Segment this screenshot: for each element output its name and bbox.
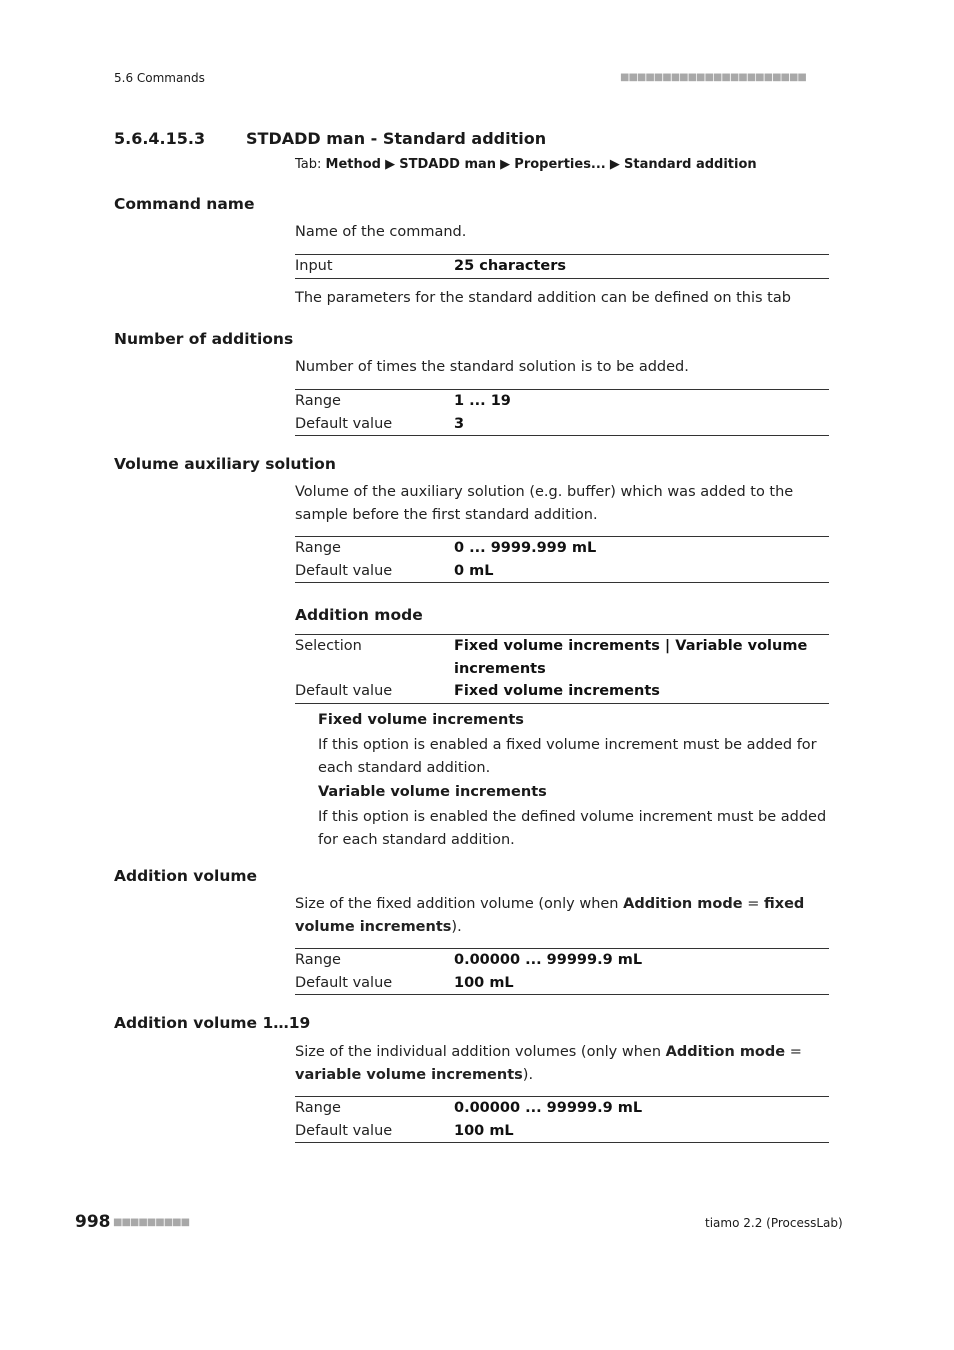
- param-description: Number of times the standard solution is to be added.: [295, 359, 689, 375]
- table-row: [295, 680, 829, 703]
- table-value: Fixed volume increments | Variable volume increments: [454, 638, 808, 677]
- option-title-variable: Variable volume increments: [318, 784, 547, 800]
- section-title: [114, 129, 546, 148]
- running-header-decoration: ■■■■■■■■■■■■■■■■■■■■■■: [620, 72, 806, 83]
- table-value: 0.00000 ... 99999.9 mL: [454, 952, 643, 968]
- desc-text: =: [742, 896, 764, 912]
- option-title-fixed: Fixed volume increments: [318, 712, 524, 728]
- table-row: [295, 949, 829, 972]
- page-number: 998: [75, 1212, 111, 1232]
- param-table: [295, 389, 829, 436]
- table-key: Default value: [295, 974, 393, 991]
- param-note: The parameters for the standard addition can be defined on this tab: [295, 290, 791, 306]
- option-text-fixed: If this option is enabled a fixed volume increment must be added for each standard addition.: [318, 737, 817, 776]
- param-table: [295, 948, 829, 995]
- desc-bold: Addition mode: [665, 1044, 786, 1060]
- table-row: [295, 635, 829, 681]
- desc-text: ).: [522, 1066, 534, 1083]
- param-description: Volume of the auxiliary solution (e.g. buffer) which was added to the sample before the first standard addition.: [295, 484, 794, 523]
- breadcrumb-item: Method: [325, 157, 381, 172]
- table-row: [295, 390, 829, 413]
- breadcrumb-separator: ▶: [381, 157, 400, 172]
- table-value: 0 mL: [454, 562, 494, 579]
- table-row: [295, 537, 829, 560]
- table-row: [295, 255, 829, 279]
- param-heading-addition-volume: Addition volume: [114, 867, 258, 885]
- param-heading-command-name: Command name: [114, 195, 255, 213]
- table-value: 0.00000 ... 99999.9 mL: [454, 1100, 643, 1116]
- table-key: Range: [295, 1100, 341, 1116]
- table-key: Input: [295, 258, 333, 274]
- table-row: [295, 1097, 829, 1120]
- footer-product: tiamo 2.2 (ProcessLab): [705, 1216, 843, 1230]
- desc-text: ).: [451, 918, 462, 935]
- param-heading-addition-volume-n: Addition volume 1…19: [114, 1014, 311, 1032]
- table-value: 1 ... 19: [454, 393, 511, 409]
- breadcrumb-separator: ▶: [496, 157, 515, 172]
- table-key: Range: [295, 540, 341, 556]
- param-description: Name of the command.: [295, 224, 467, 240]
- desc-text: Size of the fixed addition volume (only when: [295, 896, 624, 912]
- option-text-variable: If this option is enabled the defined volume increment must be added for each standard addition.: [318, 809, 827, 848]
- param-table: [295, 634, 829, 704]
- param-subheading-addition-mode: Addition mode: [295, 606, 423, 624]
- table-row: [295, 560, 829, 583]
- tab-breadcrumb: [295, 157, 757, 172]
- table-row: [295, 1120, 829, 1143]
- table-key: Default value: [295, 683, 393, 699]
- breadcrumb-item: Standard addition: [624, 157, 757, 172]
- table-key: Default value: [295, 1122, 393, 1139]
- breadcrumb-separator: ▶: [605, 157, 625, 172]
- param-heading-volume-auxiliary: Volume auxiliary solution: [114, 455, 336, 473]
- param-table: [295, 1096, 829, 1143]
- table-row: [295, 413, 829, 436]
- param-description: [295, 893, 830, 938]
- param-description: [295, 1041, 830, 1086]
- table-key: Default value: [295, 562, 393, 579]
- param-table: [295, 536, 829, 583]
- table-value: 100 mL: [454, 974, 514, 991]
- desc-bold: variable volume increments: [295, 1066, 523, 1083]
- running-header-section: 5.6 Commands: [114, 71, 205, 85]
- breadcrumb-item: Properties...: [514, 157, 606, 172]
- param-table: [295, 254, 829, 279]
- section-heading: STDADD man - Standard addition: [246, 129, 547, 148]
- table-value: 3: [454, 415, 465, 432]
- desc-text: =: [785, 1044, 802, 1060]
- table-key: Range: [295, 952, 341, 968]
- table-value: 25 characters: [454, 258, 567, 274]
- table-key: Selection: [295, 638, 362, 654]
- breadcrumb-item: STDADD man: [399, 157, 497, 172]
- desc-text: Size of the individual addition volumes (only when: [295, 1044, 666, 1060]
- desc-bold: Addition mode: [623, 896, 743, 912]
- param-heading-number-of-additions: Number of additions: [114, 330, 294, 348]
- table-value: Fixed volume increments: [454, 683, 660, 699]
- table-value: 0 ... 9999.999 mL: [454, 540, 597, 556]
- section-number: 5.6.4.15.3: [114, 129, 206, 148]
- table-key: Default value: [295, 415, 393, 432]
- footer-decoration: ■■■■■■■■■: [113, 1217, 190, 1228]
- breadcrumb-prefix: Tab:: [295, 157, 326, 172]
- table-row: [295, 972, 829, 995]
- table-key: Range: [295, 393, 341, 409]
- desc-bold: fixed volume increments: [295, 896, 805, 935]
- table-value: 100 mL: [454, 1122, 514, 1139]
